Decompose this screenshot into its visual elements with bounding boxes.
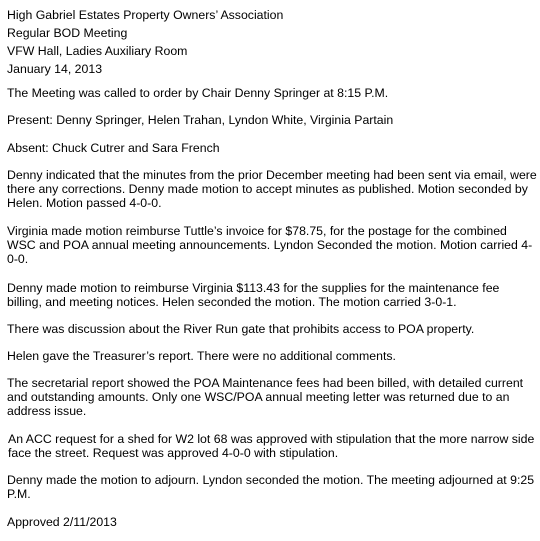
treasurer-report-paragraph: Helen gave the Treasurer’s report. There were no additional comments. xyxy=(7,349,396,363)
association-name: High Gabriel Estates Property Owners’ Association xyxy=(7,8,284,22)
adjournment-paragraph: Denny made the motion to adjourn. Lyndon seconded the motion. The meeting adjourned at 9:25 P.M. xyxy=(7,473,535,501)
approval-date: Approved 2/11/2013 xyxy=(7,515,117,529)
gate-discussion-paragraph: There was discussion about the River Run gate that prohibits access to POA property. xyxy=(7,322,475,336)
call-to-order-paragraph: The Meeting was called to order by Chair Denny Springer at 8:15 P.M. xyxy=(7,86,389,100)
acc-request-paragraph: An ACC request for a shed for W2 lot 68 was approved with stipulation that the more narrow side face the street. Request was approved 4-0-0 with stipulation. xyxy=(8,432,535,460)
absent-paragraph: Absent: Chuck Cutrer and Sara French xyxy=(7,141,220,155)
meeting-date: January 14, 2013 xyxy=(7,62,103,76)
meeting-type: Regular BOD Meeting xyxy=(7,26,128,40)
present-paragraph: Present: Denny Springer, Helen Trahan, Lyndon White, Virginia Partain xyxy=(7,113,394,127)
supplies-reimbursement-paragraph: Denny made motion to reimburse Virginia $113.43 for the supplies for the maintenance fee billing, and meeting notices. Helen seconded the motion. The motion carried 3-0-1. xyxy=(7,281,500,309)
document-header xyxy=(7,6,283,78)
secretarial-report-paragraph: The secretarial report showed the POA Maintenance fees had been billed, with detailed current and outstanding amounts. Only one WSC/POA annual meeting letter was returned due to an address issue. xyxy=(7,376,524,418)
postage-reimbursement-paragraph: Virginia made motion reimburse Tuttle’s invoice for $78.75, for the postage for the combined WSC and POA annual meeting announcements. Lyndon Seconded the motion. Motion carried 4-0-0. xyxy=(7,224,533,266)
minutes-approval-paragraph: Denny indicated that the minutes from the prior December meeting had been sent via email, were there any corrections. Denny made motion to accept minutes as published. Motion seconded by Helen. Motion passed 4-0-0. xyxy=(7,168,537,210)
meeting-location: VFW Hall, Ladies Auxiliary Room xyxy=(7,44,188,58)
